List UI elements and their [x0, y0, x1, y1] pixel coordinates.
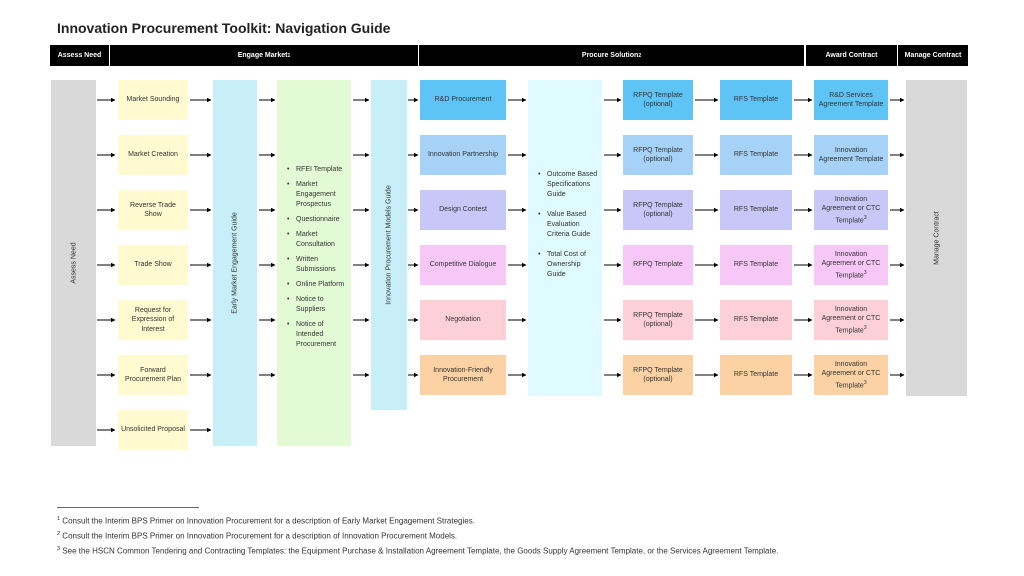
engage-item: Reverse Trade Show [118, 190, 188, 230]
rfpq-template: RFPQ Template (optional) [623, 80, 693, 120]
engage-item: Market Sounding [118, 80, 188, 120]
rfpq-template: RFPQ Template [623, 245, 693, 285]
engage-item: Unsolicited Proposal [118, 410, 188, 450]
engage-item: Market Creation [118, 135, 188, 175]
page-title: Innovation Procurement Toolkit: Navigation Guide [57, 20, 391, 36]
models-guide-label: Innovation Procurement Models Guide [385, 185, 393, 305]
header-assess-need: Assess Need [50, 45, 109, 66]
procurement-model: Innovation Partnership [420, 135, 506, 175]
footnote-divider [57, 507, 199, 508]
award-template: Innovation Agreement or CTC Template$^3$ [814, 245, 888, 285]
engage-item: Request for Expression of Interest [118, 300, 188, 340]
rfpq-template: RFPQ Template (optional) [623, 355, 693, 395]
template-item: • Market Engagement Prospectus [287, 180, 349, 210]
template-item: • Notice to Suppliers [287, 295, 349, 315]
procurement-model: R&D Procurement [420, 80, 506, 120]
template-item: • Market Consultation [287, 230, 349, 250]
template-item: • RFEI Template [287, 165, 349, 175]
footnote: $^2$ Consult the Interim BPS Primer on Innovation Procurement for a description of Innovation Procurement Models. [57, 531, 458, 541]
manage-contract-label: Manage Contract [933, 211, 940, 265]
rfpq-template: RFPQ Template (optional) [623, 190, 693, 230]
footnote: $^1$ Consult the Interim BPS Primer on Innovation Procurement for a description of Early Market Engagement Strategies. [57, 516, 475, 526]
procurement-model: Design Contest [420, 190, 506, 230]
header-engage-market: Engage Market 1 [110, 45, 418, 66]
award-template: Innovation Agreement or CTC Template$^3$ [814, 190, 888, 230]
header-procure-solution: Procure Solution 2 [419, 45, 804, 66]
rfs-template: RFS Template [720, 80, 792, 120]
rfs-template: RFS Template [720, 190, 792, 230]
rfpq-template: RFPQ Template (optional) [623, 300, 693, 340]
procurement-model: Innovation-Friendly Procurement [420, 355, 506, 395]
template-item: • Questionnaire [287, 215, 349, 225]
assess-need-label: Assess Need [70, 242, 77, 284]
award-template: Innovation Agreement Template [814, 135, 888, 175]
rfpq-template: RFPQ Template (optional) [623, 135, 693, 175]
template-item: • Notice of Intended Procurement [287, 320, 349, 350]
header-manage-contract: Manage Contract [898, 45, 968, 66]
award-template: Innovation Agreement or CTC Template$^3$ [814, 300, 888, 340]
template-item: • Written Submissions [287, 255, 349, 275]
rfs-template: RFS Template [720, 300, 792, 340]
early-guide-label: Early Market Engagement Guide [231, 212, 239, 314]
engage-item: Forward Procurement Plan [118, 355, 188, 395]
rfs-template: RFS Template [720, 245, 792, 285]
guide-item: • Outcome Based Specifications Guide [538, 170, 600, 200]
engage-item: Trade Show [118, 245, 188, 285]
award-template: R&D Services Agreement Template [814, 80, 888, 120]
guide-item: • Total Cost of Ownership Guide [538, 250, 600, 280]
rfs-template: RFS Template [720, 135, 792, 175]
template-item: • Online Platform [287, 280, 349, 290]
award-template: Innovation Agreement or CTC Template$^3$ [814, 355, 888, 395]
header-award-contract: Award Contract [806, 45, 897, 66]
procurement-model: Negotiation [420, 300, 506, 340]
rfs-template: RFS Template [720, 355, 792, 395]
footnote: $^3$ See the HSCN Common Tendering and Contracting Templates: the Equipment Purchase & Installation Agreement Template, the Goods Supply Agreement Template, or the Services Agreement Template. [57, 546, 779, 556]
guide-item: • Value Based Evaluation Criteria Guide [538, 210, 600, 240]
procurement-model: Competitive Dialogue [420, 245, 506, 285]
